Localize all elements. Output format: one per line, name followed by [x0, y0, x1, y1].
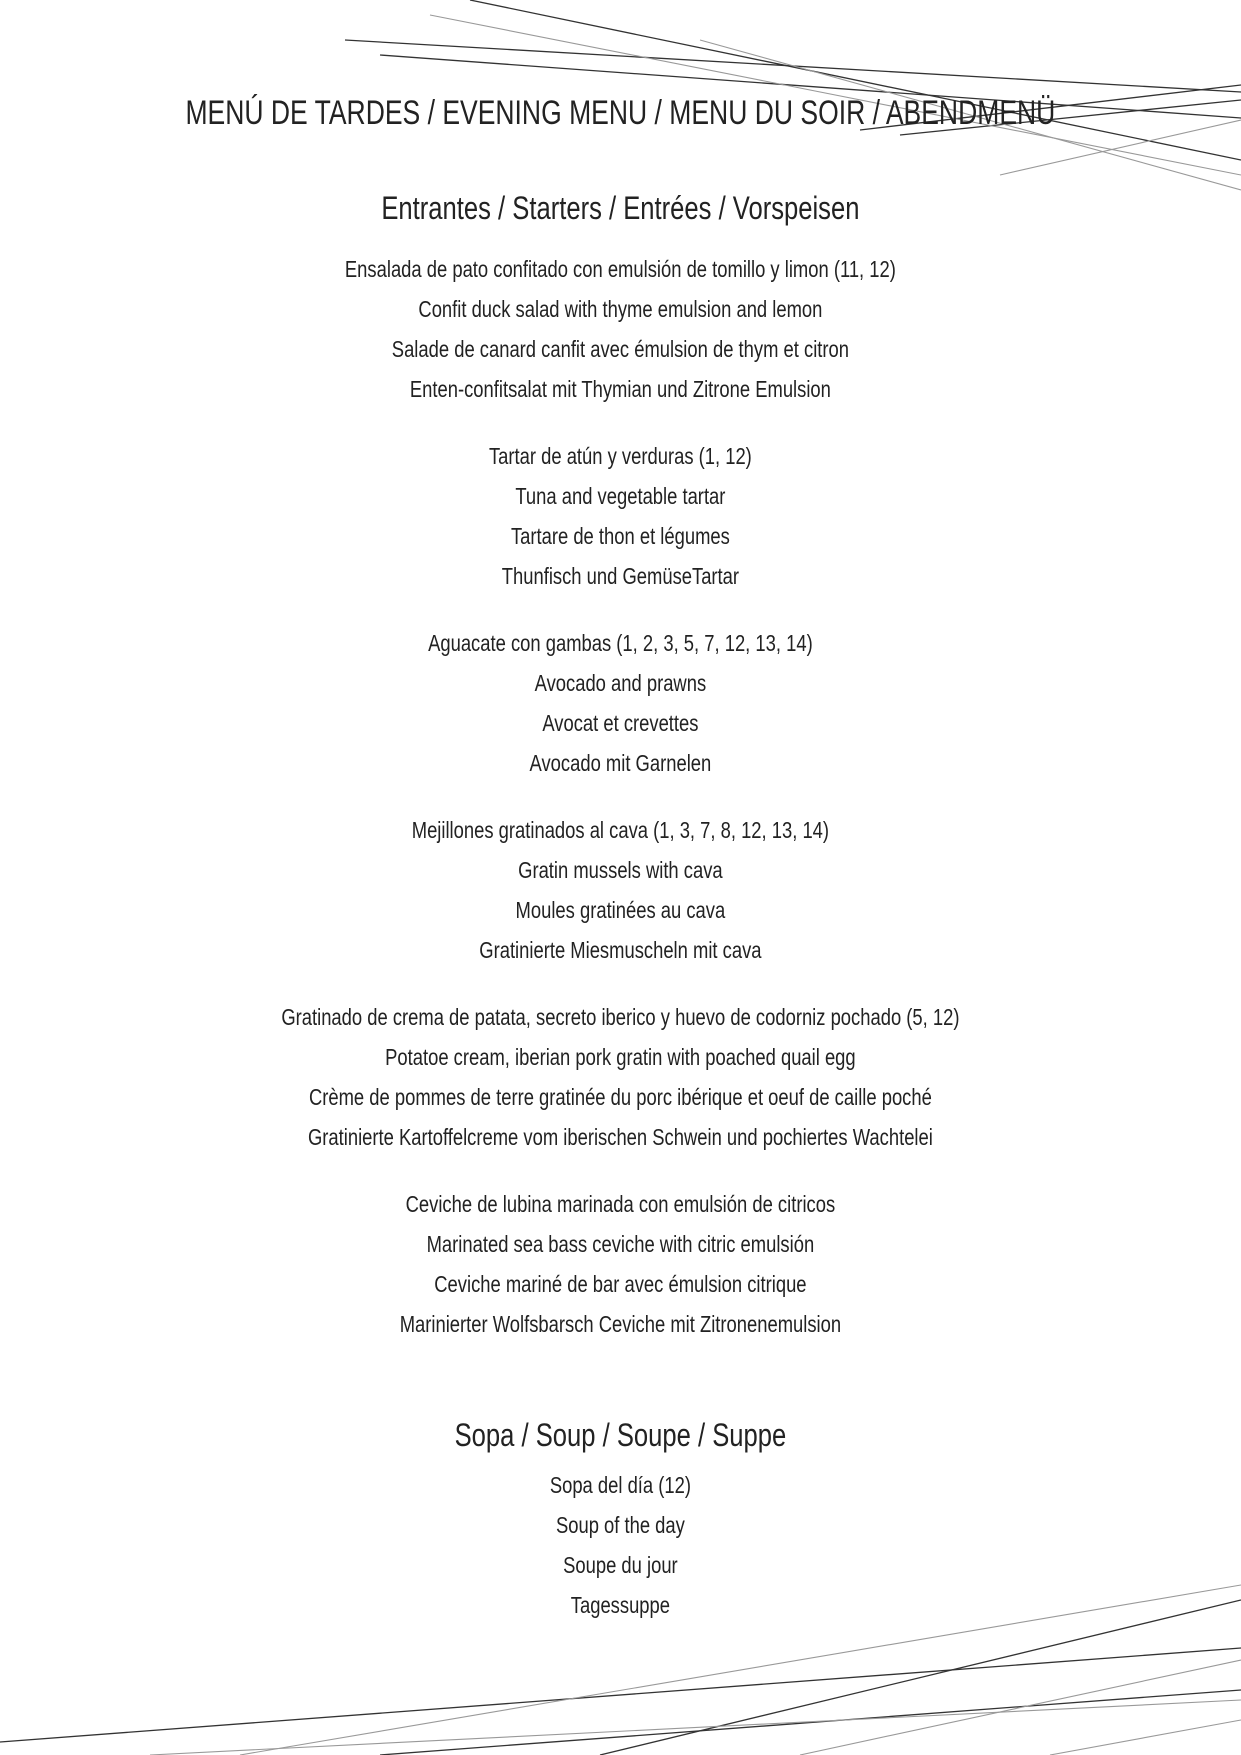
dish-name-german: Enten-confitsalat mit Thymian und Zitrone Emulsion: [409, 376, 831, 402]
dish-name-german: Marinierter Wolfsbarsch Ceviche mit Zitronenemulsion: [399, 1311, 842, 1337]
dish-name-english: Marinated sea bass ceviche with citric emulsión: [426, 1231, 815, 1257]
dish-name-german: Gratinierte Miesmuscheln mit cava: [479, 937, 762, 963]
dish-potato-cream-gratin: [124, 997, 1117, 1157]
dish-name-english: Confit duck salad with thyme emulsion and lemon: [418, 296, 823, 322]
dish-soup-of-the-day: [124, 1465, 1117, 1625]
dish-name-german: Thunfisch und GemüseTartar: [501, 563, 740, 589]
dish-name-french: Crème de pommes de terre gratinée du porc ibérique et oeuf de caille poché: [308, 1084, 932, 1110]
dish-name-english: Tuna and vegetable tartar: [515, 483, 726, 509]
dish-duck-salad: [124, 249, 1117, 409]
dish-name-spanish: Sopa del día (12): [549, 1472, 691, 1498]
dish-tuna-tartar: [124, 436, 1117, 596]
dish-name-german: Gratinierte Kartoffelcreme vom iberischen Schwein und pochiertes Wachtelei: [307, 1124, 933, 1150]
dish-avocado-prawns: [124, 623, 1117, 783]
section-title-soup: Sopa / Soup / Soupe / Suppe: [454, 1417, 787, 1453]
dish-name-french: Soupe du jour: [563, 1552, 678, 1578]
dish-name-english: Avocado and prawns: [534, 670, 707, 696]
dish-name-english: Potatoe cream, iberian pork gratin with poached quail egg: [385, 1044, 856, 1070]
dish-name-spanish: Aguacate con gambas (1, 2, 3, 5, 7, 12, 13, 14): [428, 630, 813, 656]
dish-name-german: Tagessuppe: [570, 1592, 671, 1618]
dish-name-french: Moules gratinées au cava: [515, 897, 726, 923]
dish-name-french: Tartare de thon et légumes: [510, 523, 730, 549]
dish-name-english: Gratin mussels with cava: [518, 857, 723, 883]
dish-name-spanish: Tartar de atún y verduras (1, 12): [488, 443, 752, 469]
page-title: MENÚ DE TARDES / EVENING MENU / MENU DU SOIR / ABENDMENÜ: [185, 94, 1056, 132]
dish-name-spanish: Mejillones gratinados al cava (1, 3, 7, 8, 12, 13, 14): [411, 817, 830, 843]
dish-name-french: Avocat et crevettes: [542, 710, 699, 736]
dish-name-spanish: Ensalada de pato confitado con emulsión de tomillo y limon (11, 12): [344, 256, 896, 282]
dish-name-english: Soup of the day: [555, 1512, 685, 1538]
dish-gratin-mussels: [124, 810, 1117, 970]
dish-sea-bass-ceviche: [124, 1184, 1117, 1344]
dish-name-french: Ceviche mariné de bar avec émulsion citrique: [434, 1271, 807, 1297]
dish-name-french: Salade de canard canfit avec émulsion de thym et citron: [391, 336, 849, 362]
dish-name-spanish: Gratinado de crema de patata, secreto iberico y huevo de codorniz pochado (5, 12): [281, 1004, 960, 1030]
section-title-starters: Entrantes / Starters / Entrées / Vorspeisen: [381, 190, 860, 226]
dish-name-german: Avocado mit Garnelen: [529, 750, 712, 776]
dish-name-spanish: Ceviche de lubina marinada con emulsión de citricos: [405, 1191, 836, 1217]
